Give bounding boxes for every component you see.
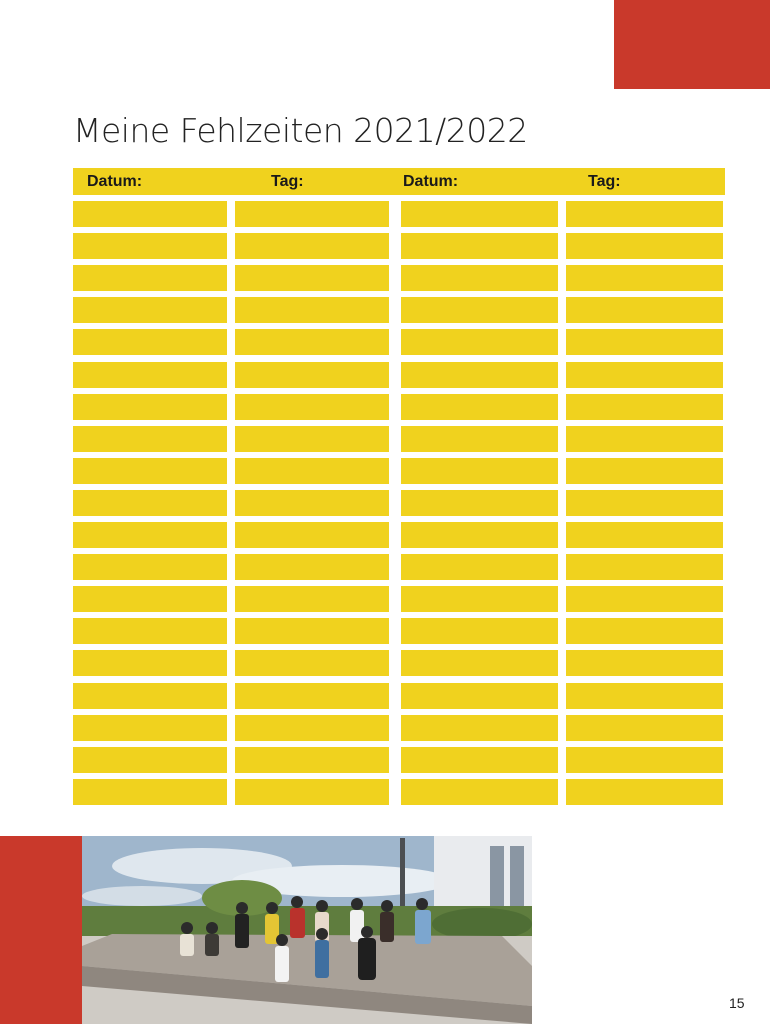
- tag-field[interactable]: [566, 522, 723, 548]
- datum-field[interactable]: [401, 715, 558, 741]
- page-title: Meine Fehlzeiten 2021/2022: [73, 111, 528, 150]
- datum-field[interactable]: [73, 426, 227, 452]
- datum-field[interactable]: [401, 554, 558, 580]
- datum-field[interactable]: [73, 362, 227, 388]
- datum-field[interactable]: [73, 297, 227, 323]
- tag-field[interactable]: [235, 201, 389, 227]
- tag-field[interactable]: [235, 426, 389, 452]
- group-photo: [82, 836, 532, 1024]
- datum-field[interactable]: [401, 650, 558, 676]
- tag-field[interactable]: [566, 394, 723, 420]
- tag-field[interactable]: [566, 426, 723, 452]
- datum-field[interactable]: [73, 394, 227, 420]
- tag-field[interactable]: [566, 683, 723, 709]
- datum-field[interactable]: [401, 201, 558, 227]
- tag-field[interactable]: [235, 265, 389, 291]
- datum-field[interactable]: [401, 458, 558, 484]
- datum-field[interactable]: [73, 554, 227, 580]
- datum-field[interactable]: [401, 297, 558, 323]
- tag-field[interactable]: [566, 490, 723, 516]
- datum-field[interactable]: [73, 618, 227, 644]
- tag-field[interactable]: [566, 458, 723, 484]
- tag-field[interactable]: [566, 201, 723, 227]
- red-corner-block-bottom: [0, 836, 82, 1024]
- tag-field[interactable]: [235, 618, 389, 644]
- tag-field[interactable]: [235, 747, 389, 773]
- tag-field[interactable]: [566, 329, 723, 355]
- datum-field[interactable]: [401, 586, 558, 612]
- datum-field[interactable]: [401, 747, 558, 773]
- tag-field[interactable]: [235, 586, 389, 612]
- red-corner-block-top: [614, 0, 770, 89]
- datum-field[interactable]: [401, 779, 558, 805]
- datum-field[interactable]: [73, 329, 227, 355]
- tag-field[interactable]: [566, 586, 723, 612]
- header-datum-2: Datum:: [403, 173, 459, 190]
- tag-field[interactable]: [566, 233, 723, 259]
- tag-field[interactable]: [566, 747, 723, 773]
- tag-field[interactable]: [235, 233, 389, 259]
- datum-field[interactable]: [73, 458, 227, 484]
- datum-field[interactable]: [401, 490, 558, 516]
- tag-field[interactable]: [235, 650, 389, 676]
- datum-field[interactable]: [401, 522, 558, 548]
- header-datum-1: Datum:: [87, 173, 143, 190]
- datum-field[interactable]: [401, 265, 558, 291]
- datum-field[interactable]: [73, 650, 227, 676]
- header-tag-2: Tag:: [588, 173, 621, 190]
- tag-field[interactable]: [566, 297, 723, 323]
- datum-field[interactable]: [401, 394, 558, 420]
- datum-field[interactable]: [401, 683, 558, 709]
- table-header: [73, 168, 725, 195]
- datum-field[interactable]: [401, 618, 558, 644]
- tag-field[interactable]: [566, 618, 723, 644]
- datum-field[interactable]: [73, 586, 227, 612]
- tag-field[interactable]: [566, 554, 723, 580]
- datum-field[interactable]: [401, 233, 558, 259]
- tag-field[interactable]: [566, 779, 723, 805]
- tag-field[interactable]: [235, 394, 389, 420]
- datum-field[interactable]: [401, 329, 558, 355]
- datum-field[interactable]: [73, 265, 227, 291]
- tag-field[interactable]: [566, 715, 723, 741]
- datum-field[interactable]: [73, 747, 227, 773]
- datum-field[interactable]: [73, 779, 227, 805]
- datum-field[interactable]: [73, 715, 227, 741]
- tag-field[interactable]: [235, 779, 389, 805]
- datum-field[interactable]: [73, 233, 227, 259]
- tag-field[interactable]: [235, 554, 389, 580]
- tag-field[interactable]: [235, 458, 389, 484]
- tag-field[interactable]: [566, 650, 723, 676]
- datum-field[interactable]: [73, 683, 227, 709]
- tag-field[interactable]: [566, 362, 723, 388]
- tag-field[interactable]: [235, 490, 389, 516]
- tag-field[interactable]: [235, 297, 389, 323]
- tag-field[interactable]: [235, 715, 389, 741]
- datum-field[interactable]: [73, 522, 227, 548]
- datum-field[interactable]: [401, 362, 558, 388]
- tag-field[interactable]: [235, 362, 389, 388]
- tag-field[interactable]: [566, 265, 723, 291]
- header-tag-1: Tag:: [271, 173, 304, 190]
- page-number: 15: [729, 995, 745, 1011]
- group-photo-illustration: [82, 836, 532, 1024]
- tag-field[interactable]: [235, 522, 389, 548]
- datum-field[interactable]: [73, 201, 227, 227]
- tag-field[interactable]: [235, 683, 389, 709]
- datum-field[interactable]: [73, 490, 227, 516]
- datum-field[interactable]: [401, 426, 558, 452]
- tag-field[interactable]: [235, 329, 389, 355]
